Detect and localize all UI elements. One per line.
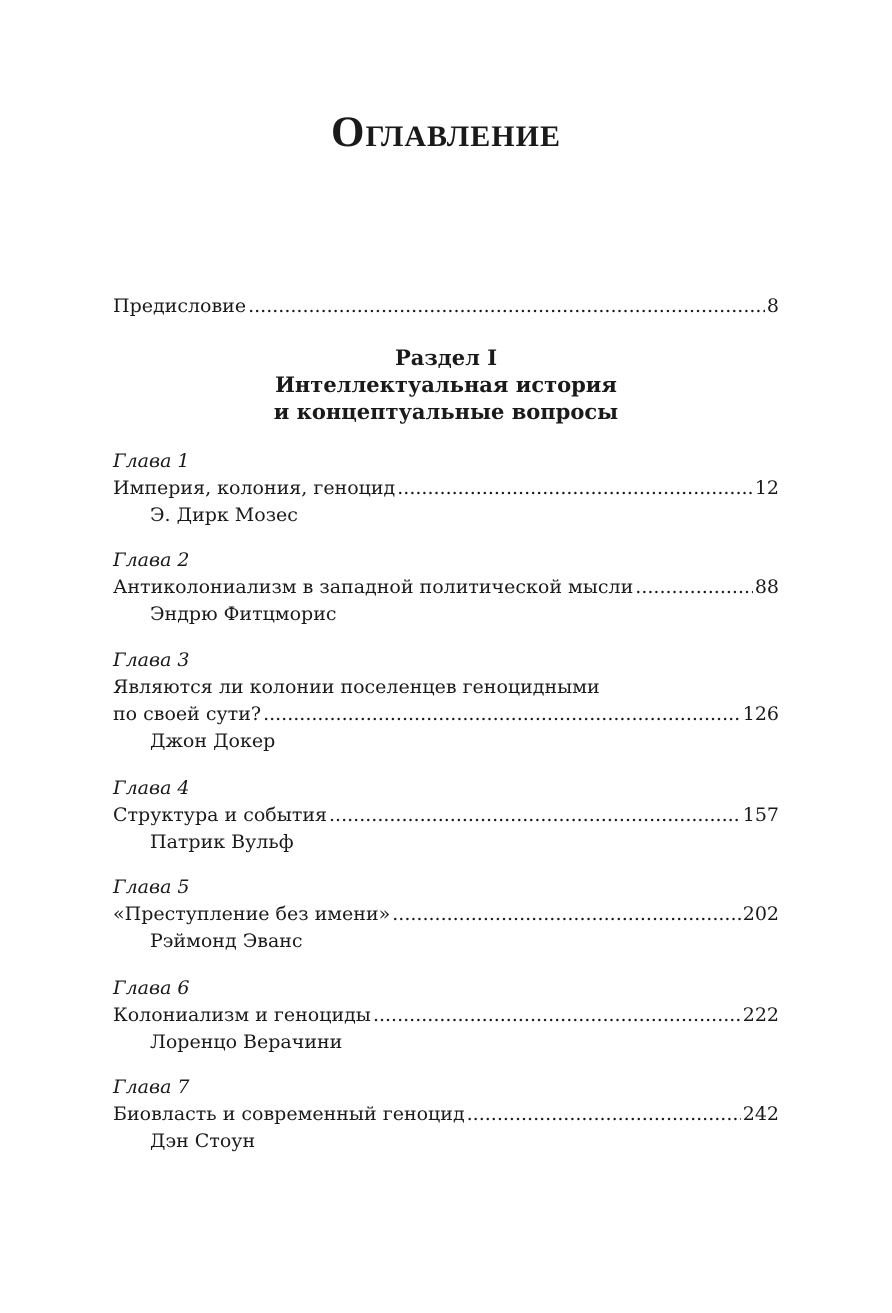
toc-chapter-1: [113, 448, 779, 529]
toc-chapter-2: [113, 547, 779, 628]
chapter-page-number: 222: [742, 1004, 779, 1026]
section-heading: [0, 344, 892, 425]
chapter-author: Лоренцо Верачини: [150, 1031, 343, 1053]
dot-leader: [392, 901, 740, 928]
chapter-author: Эндрю Фитцморис: [150, 603, 337, 625]
chapter-title: Структура и события: [113, 804, 327, 826]
chapter-author: Дэн Стоун: [150, 1130, 256, 1152]
chapter-title: по своей сути?: [113, 703, 262, 725]
chapter-label: Глава 6: [113, 977, 190, 999]
chapter-title: Антиколониализм в западной политической мысли: [113, 576, 634, 598]
chapter-page-number: 126: [742, 703, 779, 725]
chapter-title: Колониализм и геноциды: [113, 1004, 371, 1026]
dot-leader: [263, 701, 741, 728]
toc-page-number: 8: [766, 295, 779, 317]
chapter-title-line1: Являются ли колонии поселенцев геноцидными: [113, 676, 600, 698]
chapter-author: Рэймонд Эванс: [150, 930, 303, 952]
toc-chapter-6: [113, 975, 779, 1056]
chapter-page-number: 12: [754, 477, 779, 499]
chapter-page-number: 157: [742, 804, 779, 826]
chapter-author: Э. Дирк Мозес: [150, 504, 298, 526]
chapter-label: Глава 1: [113, 450, 190, 472]
toc-chapter-5: [113, 874, 779, 955]
chapter-page-number: 202: [742, 903, 779, 925]
toc-chapter-3: [113, 647, 779, 755]
chapter-title: Биовласть и современный геноцид: [113, 1103, 465, 1125]
chapter-title: «Преступление без имени»: [113, 903, 391, 925]
chapter-page-number: 242: [742, 1103, 779, 1125]
section-title-line2: и концептуальные вопросы: [273, 399, 619, 424]
toc-entry-title: Предисловие: [113, 295, 247, 317]
chapter-label: Глава 2: [113, 549, 190, 571]
chapter-label: Глава 5: [113, 876, 190, 898]
dot-leader: [635, 574, 753, 601]
dot-leader: [397, 475, 753, 502]
chapter-page-number: 88: [754, 576, 779, 598]
chapter-label: Глава 7: [113, 1076, 190, 1098]
section-title-line1: Интеллектуальная история: [275, 372, 617, 397]
dot-leader: [329, 802, 741, 829]
chapter-title: Империя, колония, геноцид: [113, 477, 396, 499]
chapter-label: Глава 4: [113, 777, 190, 799]
page-title: Оглавление: [331, 109, 561, 156]
toc-chapter-7: [113, 1074, 779, 1155]
toc-chapter-4: [113, 775, 779, 856]
toc-entry-preface: [113, 293, 779, 320]
chapter-label: Глава 3: [113, 649, 190, 671]
dot-leader: [248, 293, 765, 320]
chapter-author: Патрик Вульф: [150, 831, 294, 853]
dot-leader: [467, 1101, 741, 1128]
section-number: Раздел I: [394, 345, 498, 370]
dot-leader: [373, 1002, 741, 1029]
chapter-author: Джон Докер: [150, 730, 276, 752]
